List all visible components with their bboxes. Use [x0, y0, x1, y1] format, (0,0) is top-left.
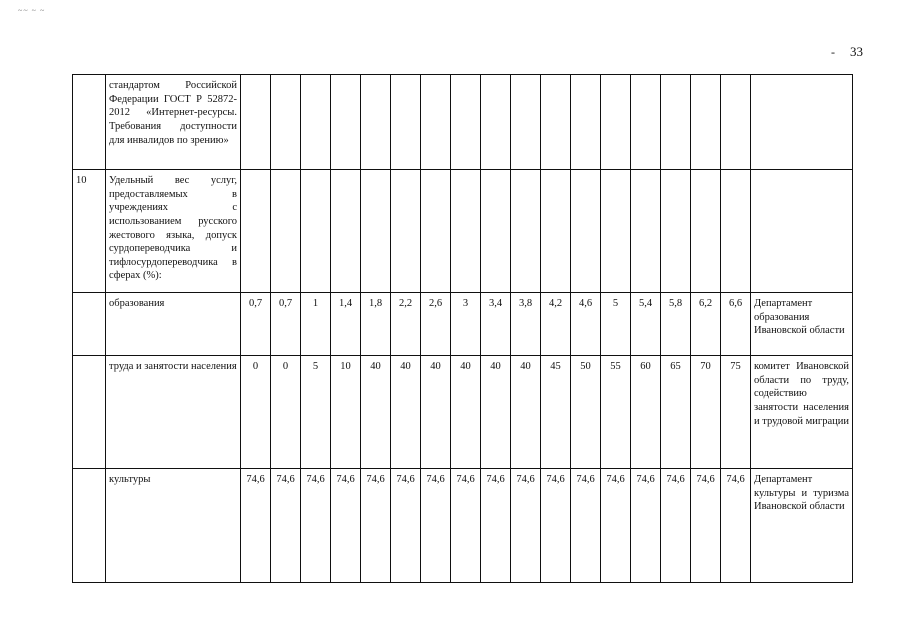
value-cell: 0,7	[241, 293, 271, 356]
page-mark: -	[831, 45, 835, 59]
value-cell: 5,8	[661, 293, 691, 356]
value-cell: 74,6	[481, 469, 511, 583]
value-cell	[511, 75, 541, 170]
value-cell: 74,6	[571, 469, 601, 583]
value-cell	[361, 75, 391, 170]
value-cell: 40	[361, 356, 391, 469]
table-row	[73, 170, 853, 293]
value-cell: 74,6	[631, 469, 661, 583]
value-cell: 74,6	[361, 469, 391, 583]
value-cell: 74,6	[721, 469, 751, 583]
value-cell: 3,8	[511, 293, 541, 356]
indicator-description: образования	[106, 293, 241, 356]
value-cell: 74,6	[541, 469, 571, 583]
value-cell: 45	[541, 356, 571, 469]
value-cell: 40	[451, 356, 481, 469]
value-cell: 40	[391, 356, 421, 469]
value-cell	[241, 75, 271, 170]
indicator-description: труда и занятости населения	[106, 356, 241, 469]
value-cell: 3,4	[481, 293, 511, 356]
value-cell: 74,6	[511, 469, 541, 583]
indicator-description: Удельный вес услуг, предоставляемых в учреждениях с использованием русского жестового языка, допуск сурдопереводчика и тифлосурдопереводчика в сферах (%):	[106, 170, 241, 293]
value-cell	[691, 170, 721, 293]
responsible-body	[751, 75, 853, 170]
value-cell: 4,6	[571, 293, 601, 356]
responsible-body: Департамент образования Ивановской области	[751, 293, 853, 356]
value-cell: 5	[601, 293, 631, 356]
value-cell	[721, 75, 751, 170]
value-cell	[451, 170, 481, 293]
value-cell: 0	[271, 356, 301, 469]
value-cell	[451, 75, 481, 170]
value-cell	[661, 170, 691, 293]
row-number	[73, 75, 106, 170]
row-number	[73, 293, 106, 356]
value-cell: 0,7	[271, 293, 301, 356]
table-row	[73, 293, 853, 356]
row-number: 10	[73, 170, 106, 293]
value-cell: 74,6	[331, 469, 361, 583]
value-cell: 74,6	[271, 469, 301, 583]
value-cell	[421, 75, 451, 170]
value-cell	[721, 170, 751, 293]
value-cell	[691, 75, 721, 170]
value-cell: 40	[421, 356, 451, 469]
value-cell	[481, 170, 511, 293]
scan-mark: ~~ ~ ~	[18, 6, 46, 15]
table-row	[73, 469, 853, 583]
value-cell: 3	[451, 293, 481, 356]
value-cell: 70	[691, 356, 721, 469]
value-cell: 74,6	[241, 469, 271, 583]
value-cell	[631, 75, 661, 170]
value-cell	[241, 170, 271, 293]
responsible-body	[751, 170, 853, 293]
value-cell	[541, 75, 571, 170]
value-cell	[601, 75, 631, 170]
value-cell: 0	[241, 356, 271, 469]
value-cell: 4,2	[541, 293, 571, 356]
value-cell	[481, 75, 511, 170]
value-cell: 6,6	[721, 293, 751, 356]
value-cell: 74,6	[391, 469, 421, 583]
value-cell: 10	[331, 356, 361, 469]
value-cell: 5	[301, 356, 331, 469]
value-cell: 74,6	[421, 469, 451, 583]
indicators-table	[72, 74, 853, 583]
value-cell	[271, 170, 301, 293]
value-cell	[301, 75, 331, 170]
value-cell: 74,6	[691, 469, 721, 583]
indicator-description: культуры	[106, 469, 241, 583]
value-cell: 60	[631, 356, 661, 469]
value-cell	[301, 170, 331, 293]
value-cell: 74,6	[451, 469, 481, 583]
value-cell	[421, 170, 451, 293]
value-cell	[331, 75, 361, 170]
value-cell	[601, 170, 631, 293]
value-cell: 2,6	[421, 293, 451, 356]
value-cell: 6,2	[691, 293, 721, 356]
responsible-body: комитет Ивановской области по труду, содействию занятости населения и трудовой миграции	[751, 356, 853, 469]
value-cell: 74,6	[661, 469, 691, 583]
table-row	[73, 356, 853, 469]
value-cell: 1,4	[331, 293, 361, 356]
value-cell	[511, 170, 541, 293]
value-cell: 1	[301, 293, 331, 356]
indicator-description: стандартом Российской Федерации ГОСТ Р 52872-2012 «Интернет-ресурсы. Требования доступности для инвалидов по зрению»	[106, 75, 241, 170]
value-cell	[631, 170, 661, 293]
value-cell	[571, 170, 601, 293]
value-cell: 2,2	[391, 293, 421, 356]
value-cell: 74,6	[301, 469, 331, 583]
value-cell	[271, 75, 301, 170]
table-body	[73, 75, 853, 583]
row-number	[73, 469, 106, 583]
value-cell: 40	[511, 356, 541, 469]
responsible-body: Департамент культуры и туризма Ивановской области	[751, 469, 853, 583]
row-number	[73, 356, 106, 469]
value-cell: 40	[481, 356, 511, 469]
value-cell	[661, 75, 691, 170]
value-cell	[361, 170, 391, 293]
value-cell	[541, 170, 571, 293]
value-cell	[571, 75, 601, 170]
value-cell	[331, 170, 361, 293]
value-cell	[391, 75, 421, 170]
table-row	[73, 75, 853, 170]
value-cell: 55	[601, 356, 631, 469]
value-cell: 5,4	[631, 293, 661, 356]
value-cell: 75	[721, 356, 751, 469]
value-cell: 65	[661, 356, 691, 469]
value-cell: 1,8	[361, 293, 391, 356]
value-cell	[391, 170, 421, 293]
value-cell: 50	[571, 356, 601, 469]
page-number: 33	[850, 44, 863, 59]
value-cell: 74,6	[601, 469, 631, 583]
